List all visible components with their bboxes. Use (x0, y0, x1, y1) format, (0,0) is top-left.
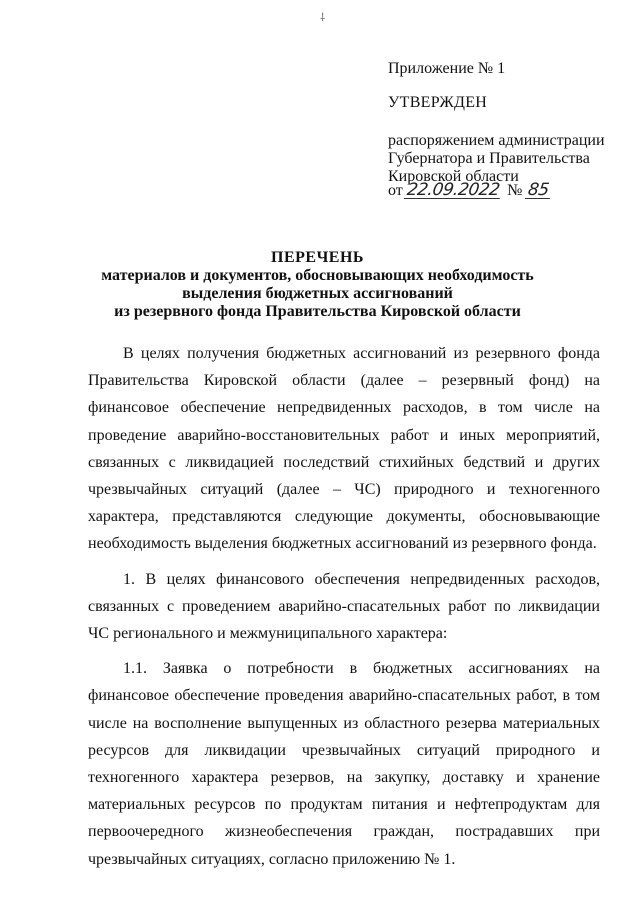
issuer-text (388, 132, 605, 186)
issuer-line: Губернатора и Правительства (388, 150, 590, 167)
number-prefix: № (507, 182, 523, 199)
appendix-label: Приложение № 1 (388, 60, 506, 77)
paragraph: В целях получения бюджетных ассигнований из резервного фонда Правительства Кировской области (далее – резервный фонд) на финансовое обеспечение непредвиденных расходов, в том числе на проведение аварийно-восстановительных работ и иных мероприятий, связанных с ликвидацией последствий стихийных бедствий и других чрезвычайных ситуаций (далее – ЧС) природного и техногенного характера, представляются следующие документы, обосновывающие необходимость выделения бюджетных ассигнований из резервного фонда. (88, 345, 600, 553)
handwritten-date: 22.09.2022 (405, 180, 501, 200)
approved-label: УТВЕРЖДЕН (388, 94, 488, 111)
paragraph: 1. В целях финансового обеспечения непредвиденных расходов, связанных с проведением аварийно-спасательных работ по ликвидации ЧС регионального и межмуниципального характера: (88, 570, 600, 643)
document-body (88, 340, 600, 873)
from-prefix: от (388, 182, 403, 199)
handwritten-number: 85 (527, 180, 551, 200)
title-line: материалов и документов, обосновывающих необходимость (101, 267, 534, 284)
corner-mark: ⸸ (320, 12, 326, 24)
issuer-line: Кировской области (388, 168, 519, 185)
title-main: ПЕРЕЧЕНЬ (271, 249, 364, 266)
paragraph: 1.1. Заявка о потребности в бюджетных ассигнованиях на финансовое обеспечение проведения аварийно-спасательных работ, в том числе на восполнение выпущенных из областного резерва материальных ресурсов для ликвидации чрезвычайных ситуаций природного и техногенного характера резервов, на закупку, доставку и хранение материальных ресурсов по продуктам питания и нефтепродуктам для первоочередного жизнеобеспечения граждан, пострадавших при чрезвычайных ситуациях, согласно приложению № 1. (88, 660, 600, 868)
date-number-row (388, 182, 551, 200)
document-title (0, 249, 635, 321)
issuer-line: распоряжением администрации (388, 132, 605, 149)
title-line: выделения бюджетных ассигнований (182, 285, 453, 302)
title-line: из резервного фонда Правительства Кировской области (114, 303, 521, 320)
